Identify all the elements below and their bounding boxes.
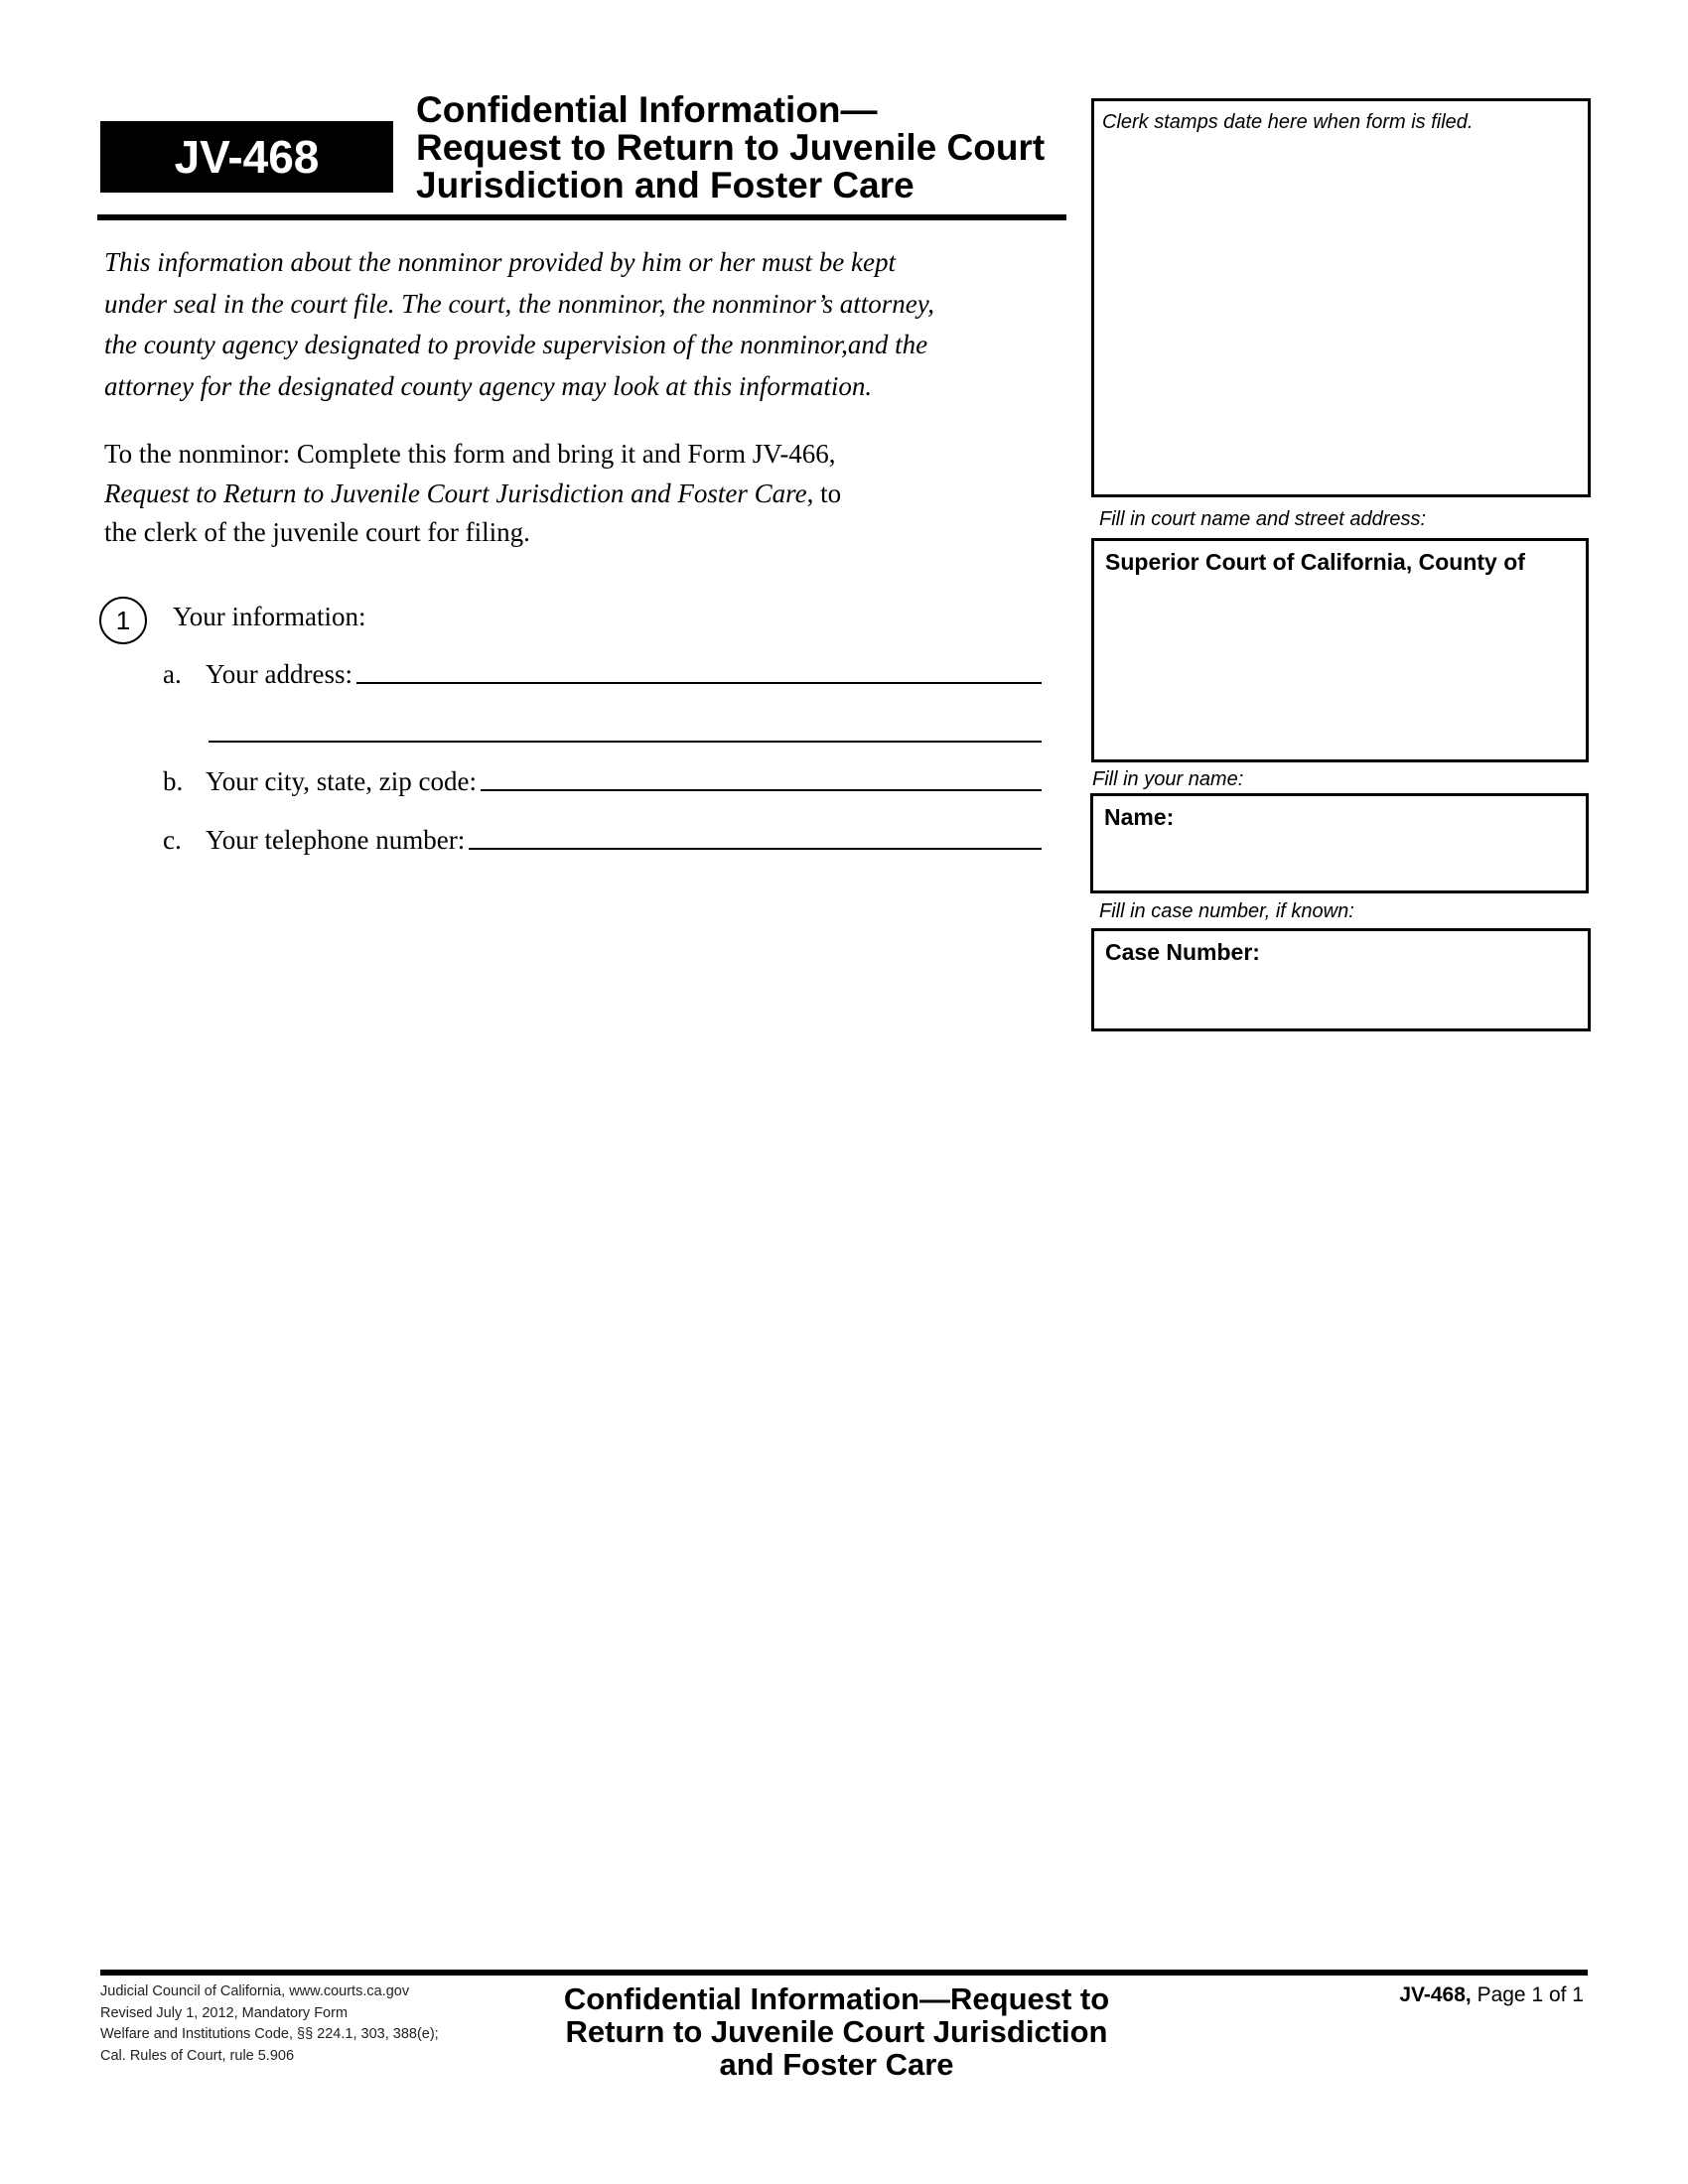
form-title-line: Request to Return to Juvenile Court <box>416 127 1046 168</box>
city-state-zip-label: Your city, state, zip code: <box>206 766 477 796</box>
name-label: Name: <box>1104 804 1175 830</box>
court-name-label: Superior Court of California, County of <box>1105 549 1525 575</box>
confidentiality-notice <box>104 242 1077 407</box>
instruction-line: the clerk of the juvenile court for filing. <box>104 517 530 547</box>
case-number-field[interactable] <box>1091 928 1591 1031</box>
header-divider <box>97 214 1066 220</box>
notice-line: the county agency designated to provide supervision of the nonminor,and the <box>104 330 928 359</box>
name-instruction: Fill in your name: <box>1092 768 1244 790</box>
court-instruction: Fill in court name and street address: <box>1099 508 1427 530</box>
form-title-line: Confidential Information— <box>416 89 878 130</box>
instruction-line: To the nonminor: Complete this form and bring it and Form JV-466, <box>104 439 836 469</box>
filing-instructions <box>104 435 1077 553</box>
instruction-line <box>104 475 1077 514</box>
item-letter: b. <box>163 766 184 796</box>
item-letter: c. <box>163 825 182 855</box>
form-title-line: Jurisdiction and Foster Care <box>416 165 914 205</box>
section-number-circle <box>99 597 147 644</box>
telephone-label: Your telephone number: <box>206 825 466 855</box>
telephone-input-line[interactable] <box>469 848 1042 850</box>
address-label: Your address: <box>206 659 353 689</box>
section-heading: Your information: <box>173 602 366 631</box>
notice-line: under seal in the court file. The court, the nonminor, the nonminor’s attorney, <box>104 288 934 319</box>
case-number-label: Case Number: <box>1105 939 1260 965</box>
form-title <box>416 91 1045 205</box>
footer-citation <box>100 1981 439 2067</box>
name-field[interactable] <box>1090 793 1589 893</box>
footer-title-line: and Foster Care <box>719 2047 954 2082</box>
form-reference: Request to Return to Juvenile Court Jurisdiction and Foster Care <box>104 478 807 508</box>
telephone-field[interactable] <box>206 825 1042 856</box>
notice-line: This information about the nonminor provided by him or her must be kept <box>104 247 896 277</box>
address-second-line[interactable] <box>209 741 1042 743</box>
footer-divider <box>100 1970 1588 1976</box>
footer-citation-line: Cal. Rules of Court, rule 5.906 <box>100 2047 295 2064</box>
address-input-line[interactable] <box>356 682 1042 684</box>
clerk-stamp-box <box>1091 98 1591 497</box>
address-field[interactable] <box>206 659 1042 690</box>
section-number: 1 <box>115 605 131 635</box>
item-letter: a. <box>163 659 182 689</box>
footer-citation-line: Judicial Council of California, www.courts.ca.gov <box>100 1983 410 1999</box>
footer-citation-line: Revised July 1, 2012, Mandatory Form <box>100 2004 349 2021</box>
footer-title <box>516 1982 1157 2081</box>
form-number-badge: JV-468 <box>100 121 393 193</box>
footer-title-line: Confidential Information—Request to <box>563 1981 1110 2016</box>
footer-title-line: Return to Juvenile Court Jurisdiction <box>565 2014 1108 2049</box>
page-indicator <box>1399 1983 1584 2007</box>
city-state-zip-field[interactable] <box>206 766 1042 797</box>
clerk-stamp-label: Clerk stamps date here when form is filed. <box>1102 111 1474 133</box>
instruction-text: , to <box>806 478 842 508</box>
notice-line: attorney for the designated county agency may look at this information. <box>104 370 873 401</box>
page-number: Page 1 of 1 <box>1471 1983 1584 2006</box>
case-number-instruction: Fill in case number, if known: <box>1099 900 1354 922</box>
footer-citation-line: Welfare and Institutions Code, §§ 224.1, 303, 388(e); <box>100 2026 439 2042</box>
footer-form-number: JV-468, <box>1399 1983 1472 2006</box>
city-state-zip-input-line[interactable] <box>481 789 1042 791</box>
court-name-field[interactable] <box>1091 538 1589 762</box>
